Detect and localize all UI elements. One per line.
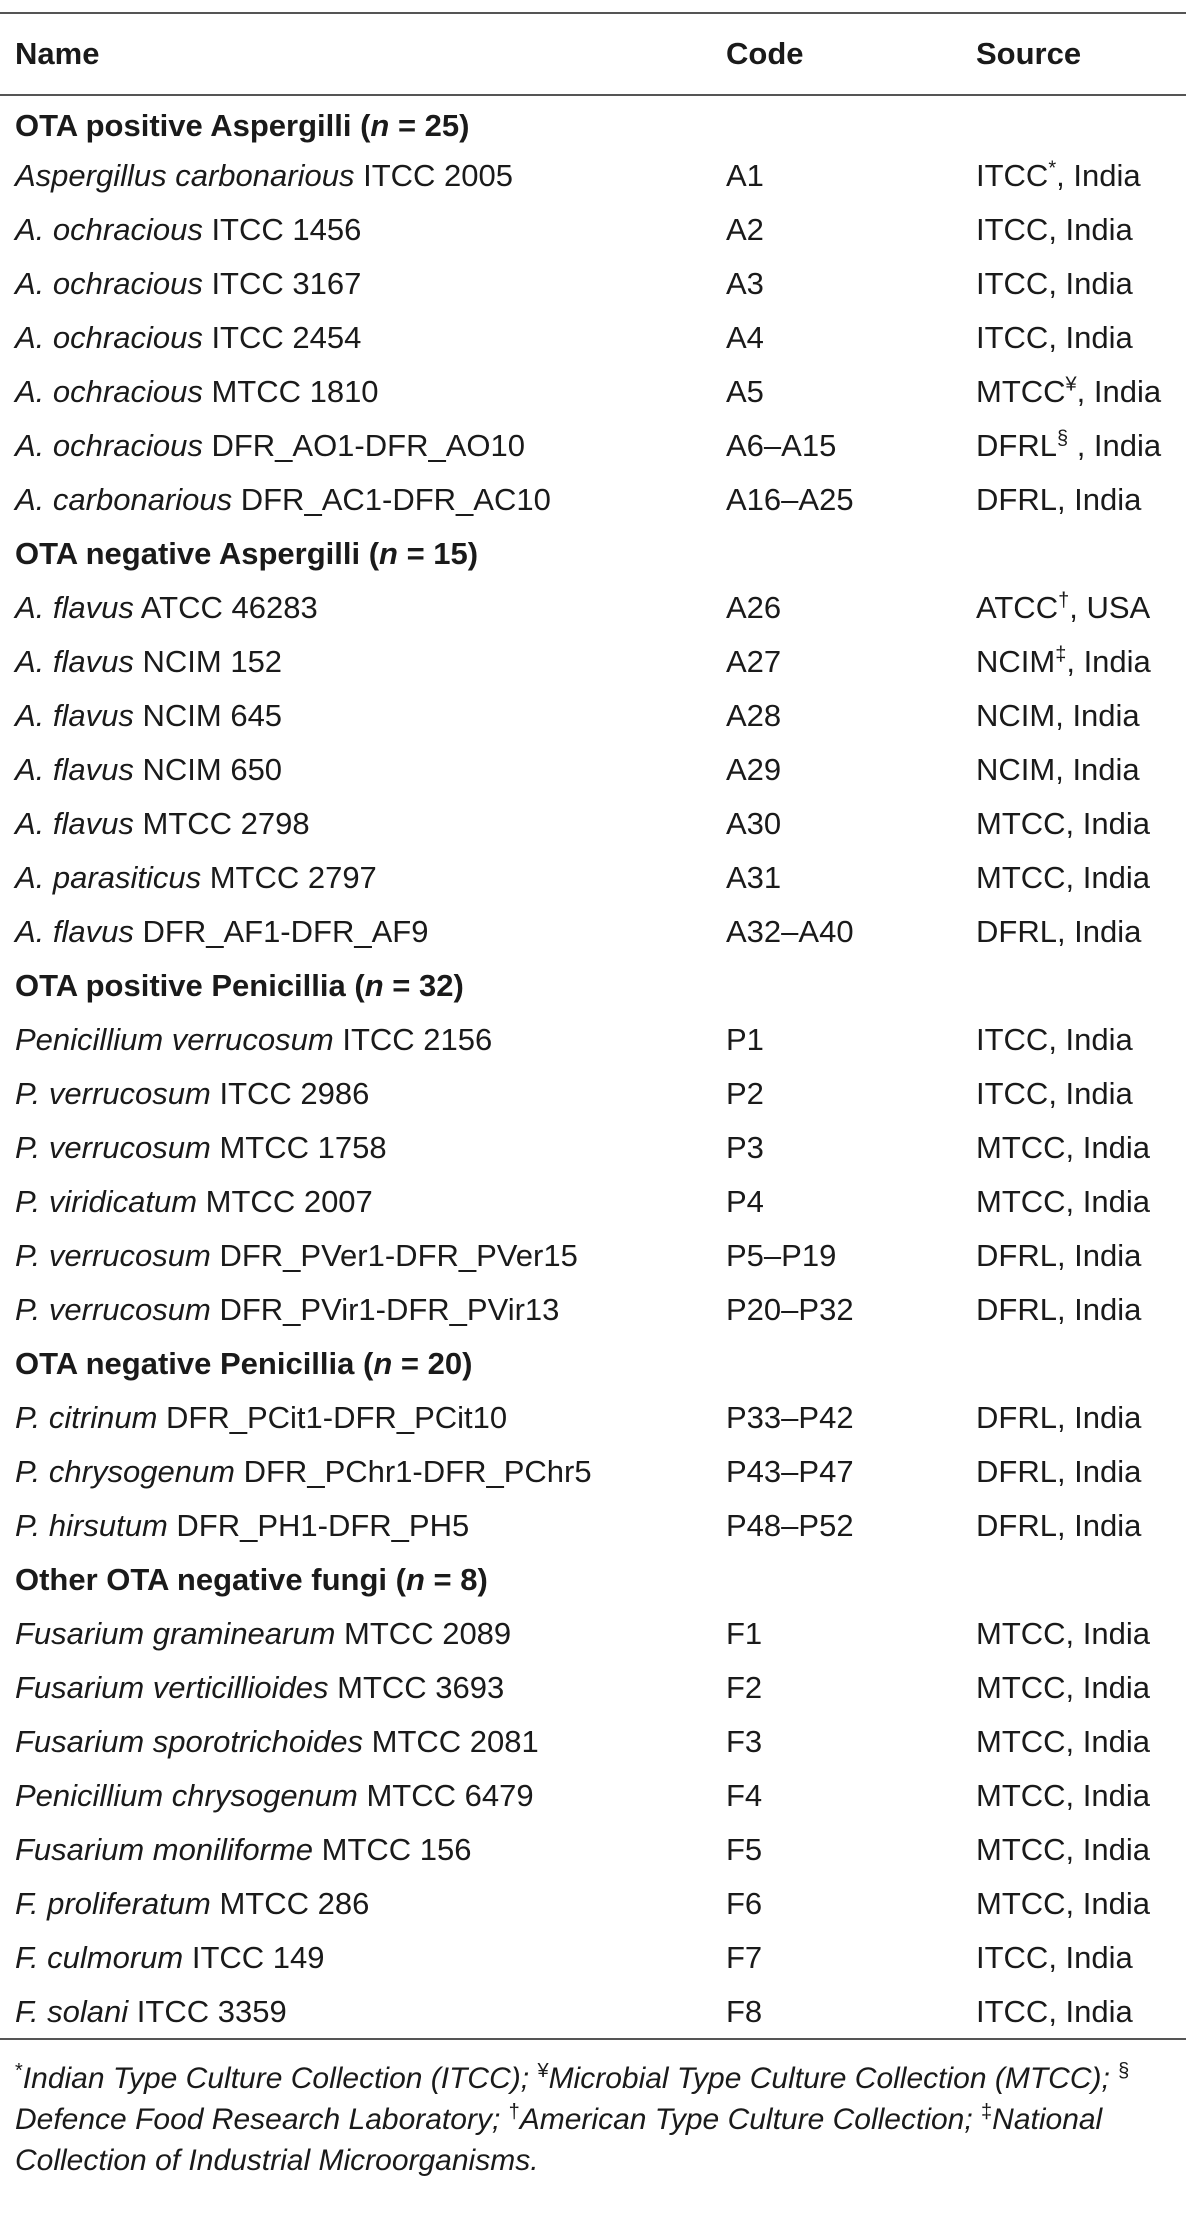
strain-id: DFR_AF1-DFR_AF9 bbox=[133, 914, 429, 949]
source-collection: MTCC bbox=[976, 806, 1066, 841]
species-name: P. chrysogenum bbox=[15, 1454, 235, 1489]
cell-name bbox=[0, 797, 711, 851]
strain-id: DFR_PVer1-DFR_PVer15 bbox=[210, 1238, 578, 1273]
table-row bbox=[0, 689, 1186, 743]
cell-source bbox=[961, 689, 1186, 743]
source-country: , India bbox=[1065, 1184, 1150, 1219]
source-country: , India bbox=[1056, 158, 1141, 193]
footnote-text: American Type Culture Collection; bbox=[519, 2103, 982, 2136]
cell-code: F8 bbox=[711, 1985, 961, 2039]
strain-id: MTCC 2007 bbox=[197, 1184, 373, 1219]
strain-id: MTCC 156 bbox=[313, 1832, 472, 1867]
cell-name bbox=[0, 1931, 711, 1985]
species-name: F. proliferatum bbox=[15, 1886, 211, 1921]
source-country: , India bbox=[1065, 1886, 1150, 1921]
source-collection: NCIM bbox=[976, 752, 1056, 787]
species-name: A. ochracious bbox=[15, 428, 203, 463]
section-title-n: n bbox=[405, 1562, 425, 1597]
cell-name bbox=[0, 473, 711, 527]
header-name: Name bbox=[0, 13, 711, 95]
cell-source bbox=[961, 257, 1186, 311]
section-title-count: = 32) bbox=[383, 968, 464, 1003]
table-row bbox=[0, 1715, 1186, 1769]
cell-name bbox=[0, 1121, 711, 1175]
source-country: , India bbox=[1066, 644, 1151, 679]
table-row bbox=[0, 743, 1186, 797]
strain-id: NCIM 152 bbox=[133, 644, 283, 679]
cell-code: F4 bbox=[726, 1778, 763, 1813]
cell-name bbox=[0, 905, 711, 959]
source-country: , India bbox=[1056, 1400, 1142, 1435]
cell-source bbox=[961, 1445, 1186, 1499]
species-name: P. hirsutum bbox=[15, 1508, 168, 1543]
cell-source bbox=[961, 365, 1186, 419]
source-collection: MTCC bbox=[976, 1886, 1066, 1921]
source-collection: DFRL bbox=[976, 1292, 1057, 1327]
strain-id: DFR_PVir1-DFR_PVir13 bbox=[210, 1292, 560, 1327]
source-country: , India bbox=[1065, 1724, 1150, 1759]
table-row bbox=[0, 419, 1186, 473]
cell-code: A30 bbox=[726, 806, 782, 841]
cell-source bbox=[961, 797, 1186, 851]
cell-code: A5 bbox=[726, 374, 764, 409]
strain-id: MTCC 2081 bbox=[363, 1724, 539, 1759]
section-title bbox=[0, 95, 1186, 149]
cell-code: F2 bbox=[726, 1670, 763, 1705]
cell-code: A29 bbox=[726, 752, 782, 787]
source-collection: DFRL bbox=[976, 482, 1057, 517]
section-row bbox=[0, 959, 1186, 1013]
source-collection: MTCC bbox=[976, 1184, 1066, 1219]
cell-code: F5 bbox=[726, 1832, 763, 1867]
cell-code: F7 bbox=[726, 1940, 763, 1975]
table-row bbox=[0, 1985, 1186, 2039]
source-collection: MTCC bbox=[976, 1778, 1066, 1813]
source-country: , India bbox=[1048, 320, 1133, 355]
strain-id: ITCC 2454 bbox=[202, 320, 362, 355]
species-name: P. verrucosum bbox=[15, 1292, 211, 1327]
cell-name bbox=[0, 1175, 711, 1229]
strain-id: ITCC 2005 bbox=[354, 158, 513, 193]
strain-id: ITCC 149 bbox=[183, 1940, 325, 1975]
source-collection: ITCC bbox=[976, 266, 1049, 301]
source-collection: MTCC bbox=[976, 1130, 1066, 1165]
section-title bbox=[0, 527, 1186, 581]
table-row bbox=[0, 1391, 1186, 1445]
table-row bbox=[0, 365, 1186, 419]
cell-name bbox=[0, 689, 711, 743]
table-row bbox=[0, 905, 1186, 959]
source-country: , India bbox=[1056, 1454, 1142, 1489]
species-name: Fusarium moniliforme bbox=[15, 1832, 314, 1867]
cell-name bbox=[0, 203, 711, 257]
cell-name bbox=[0, 365, 711, 419]
cell-source bbox=[961, 1391, 1186, 1445]
cell-code: A26 bbox=[726, 590, 782, 625]
source-country: , India bbox=[1065, 1616, 1150, 1651]
table-row bbox=[0, 1661, 1186, 1715]
source-collection: ITCC bbox=[976, 320, 1049, 355]
source-collection: MTCC bbox=[976, 1832, 1066, 1867]
species-name: A. flavus bbox=[15, 806, 134, 841]
source-collection: MTCC bbox=[976, 1724, 1066, 1759]
cell-name bbox=[0, 419, 711, 473]
strain-id: ITCC 3167 bbox=[202, 266, 362, 301]
source-country: , India bbox=[1048, 1022, 1133, 1057]
source-country: , India bbox=[1055, 698, 1140, 733]
section-title-text: OTA negative Aspergilli ( bbox=[15, 536, 380, 571]
cell-source bbox=[961, 419, 1186, 473]
cell-code: A3 bbox=[726, 266, 764, 301]
cell-code: F3 bbox=[726, 1724, 763, 1759]
cell-code: A1 bbox=[726, 158, 764, 193]
strain-id: ITCC 1456 bbox=[202, 212, 362, 247]
cell-source bbox=[961, 851, 1186, 905]
cell-source bbox=[961, 1661, 1186, 1715]
source-collection: ATCC bbox=[976, 590, 1059, 625]
table-row bbox=[0, 1877, 1186, 1931]
section-title-n: n bbox=[373, 1346, 393, 1381]
cell-code: A16–A25 bbox=[726, 482, 854, 517]
species-name: Penicillium chrysogenum bbox=[15, 1778, 358, 1813]
source-country: , India bbox=[1056, 1508, 1142, 1543]
source-country: , India bbox=[1048, 266, 1133, 301]
source-collection: NCIM bbox=[976, 698, 1056, 733]
table-row bbox=[0, 1067, 1186, 1121]
species-name: A. ochracious bbox=[15, 320, 203, 355]
source-country: , India bbox=[1065, 1778, 1150, 1813]
table-row bbox=[0, 473, 1186, 527]
section-row bbox=[0, 1553, 1186, 1607]
source-country: , USA bbox=[1069, 590, 1151, 625]
cell-source bbox=[961, 1013, 1186, 1067]
species-name: P. citrinum bbox=[15, 1400, 158, 1435]
strain-id: MTCC 6479 bbox=[357, 1778, 534, 1813]
cell-source bbox=[961, 1877, 1186, 1931]
table-row bbox=[0, 311, 1186, 365]
source-collection: DFRL bbox=[976, 428, 1057, 463]
species-name: P. verrucosum bbox=[15, 1238, 211, 1273]
cell-code: P48–P52 bbox=[726, 1508, 854, 1543]
cell-name bbox=[0, 743, 711, 797]
cell-code: A27 bbox=[726, 644, 782, 679]
cell-name bbox=[0, 1715, 711, 1769]
cell-source bbox=[961, 1985, 1186, 2039]
cell-name bbox=[0, 1391, 711, 1445]
cell-code: P1 bbox=[726, 1022, 764, 1057]
cell-code: F1 bbox=[726, 1616, 763, 1651]
table-row bbox=[0, 1499, 1186, 1553]
cell-name bbox=[0, 257, 711, 311]
source-country: , India bbox=[1048, 1993, 1133, 2029]
source-collection: DFRL bbox=[976, 1508, 1057, 1543]
footnote-marker: ¥ bbox=[537, 2060, 549, 2082]
cell-code: P2 bbox=[726, 1076, 764, 1111]
species-name: A. ochracious bbox=[15, 266, 203, 301]
cell-name bbox=[0, 1823, 711, 1877]
source-country: , India bbox=[1055, 752, 1140, 787]
cell-name bbox=[0, 1229, 711, 1283]
cell-source bbox=[961, 743, 1186, 797]
cell-code: F6 bbox=[726, 1886, 763, 1921]
section-title-text: Other OTA negative fungi ( bbox=[15, 1562, 406, 1597]
section-row bbox=[0, 1337, 1186, 1391]
cell-source bbox=[961, 581, 1186, 635]
cell-source bbox=[961, 1769, 1186, 1823]
source-country: , India bbox=[1065, 860, 1150, 895]
source-collection: ITCC bbox=[976, 1076, 1049, 1111]
cell-source bbox=[961, 149, 1186, 203]
cell-code: P5–P19 bbox=[726, 1238, 837, 1273]
cell-source bbox=[961, 1175, 1186, 1229]
table-row bbox=[0, 581, 1186, 635]
source-country: , India bbox=[1068, 428, 1162, 463]
strain-id: MTCC 2798 bbox=[133, 806, 310, 841]
footnote-marker: § bbox=[1056, 427, 1069, 450]
source-collection: MTCC bbox=[976, 374, 1066, 409]
cell-code: P20–P32 bbox=[726, 1292, 854, 1327]
header-code: Code bbox=[711, 13, 961, 95]
species-name: A. flavus bbox=[15, 590, 134, 625]
strain-id: DFR_AO1-DFR_AO10 bbox=[202, 428, 525, 463]
cell-code: P43–P47 bbox=[726, 1454, 854, 1489]
table-row bbox=[0, 257, 1186, 311]
table-row bbox=[0, 1013, 1186, 1067]
footnote-marker: ¥ bbox=[1065, 373, 1077, 396]
footnote-marker: ‡ bbox=[1055, 643, 1067, 666]
table-row bbox=[0, 635, 1186, 689]
source-country: , India bbox=[1056, 1292, 1142, 1327]
species-name: A. ochracious bbox=[15, 374, 203, 409]
header-source: Source bbox=[961, 13, 1186, 95]
cell-name bbox=[0, 149, 711, 203]
cell-code: A2 bbox=[726, 212, 764, 247]
source-collection: MTCC bbox=[976, 1670, 1066, 1705]
cell-source bbox=[961, 635, 1186, 689]
species-name: Penicillium verrucosum bbox=[15, 1022, 334, 1057]
cell-name bbox=[0, 1283, 711, 1337]
strain-id: ITCC 2156 bbox=[333, 1022, 493, 1057]
table-row bbox=[0, 1121, 1186, 1175]
source-country: , India bbox=[1065, 1670, 1150, 1705]
footnote-marker: * bbox=[1048, 157, 1057, 180]
strain-id: NCIM 645 bbox=[133, 698, 283, 733]
table-row bbox=[0, 203, 1186, 257]
strain-id: ITCC 3359 bbox=[128, 1993, 287, 2029]
table-row bbox=[0, 1607, 1186, 1661]
source-country: , India bbox=[1065, 806, 1150, 841]
species-name: Aspergillus carbonarious bbox=[15, 158, 355, 193]
section-title bbox=[0, 1553, 1186, 1607]
source-country: , India bbox=[1048, 1076, 1133, 1111]
section-title-n: n bbox=[379, 536, 398, 571]
cell-code: P33–P42 bbox=[726, 1400, 854, 1435]
cell-source bbox=[961, 1121, 1186, 1175]
section-row bbox=[0, 527, 1186, 581]
table-row bbox=[0, 851, 1186, 905]
source-country: , India bbox=[1056, 482, 1142, 517]
source-collection: NCIM bbox=[976, 644, 1056, 679]
footnote-marker: § bbox=[1118, 2060, 1130, 2082]
cell-source bbox=[961, 905, 1186, 959]
cell-source bbox=[961, 311, 1186, 365]
cell-name bbox=[0, 311, 711, 365]
source-collection: ITCC bbox=[976, 158, 1049, 193]
cell-name bbox=[0, 1013, 711, 1067]
species-name: A. flavus bbox=[15, 914, 134, 949]
section-title bbox=[0, 959, 1186, 1013]
section-title-count: = 25) bbox=[389, 107, 470, 143]
cell-name bbox=[0, 1067, 711, 1121]
source-collection: DFRL bbox=[976, 914, 1057, 949]
table-row bbox=[0, 1175, 1186, 1229]
source-country: , India bbox=[1065, 1832, 1150, 1867]
table-row bbox=[0, 797, 1186, 851]
species-name: Fusarium verticillioides bbox=[15, 1670, 329, 1705]
strain-id: DFR_PH1-DFR_PH5 bbox=[167, 1508, 470, 1543]
source-country: , India bbox=[1076, 374, 1162, 409]
table-row bbox=[0, 1931, 1186, 1985]
cell-source bbox=[961, 1823, 1186, 1877]
cell-source bbox=[961, 1283, 1186, 1337]
source-country: , India bbox=[1048, 1940, 1133, 1975]
strain-id: MTCC 1810 bbox=[202, 374, 379, 409]
cell-code: P3 bbox=[726, 1130, 764, 1165]
cell-code: A31 bbox=[726, 860, 782, 895]
cell-source bbox=[961, 203, 1186, 257]
cell-name bbox=[0, 1607, 711, 1661]
section-title-text: OTA positive Penicillia ( bbox=[15, 968, 365, 1003]
source-collection: DFRL bbox=[976, 1238, 1057, 1273]
strain-id: MTCC 3693 bbox=[328, 1670, 505, 1705]
species-name: F. culmorum bbox=[15, 1940, 184, 1975]
source-country: , India bbox=[1048, 212, 1133, 247]
cell-code: P4 bbox=[726, 1184, 764, 1219]
footnote-text: Defence Food Research Laboratory; bbox=[15, 2103, 509, 2136]
strain-id: DFR_AC1-DFR_AC10 bbox=[232, 482, 551, 517]
strain-id: MTCC 2797 bbox=[201, 860, 377, 895]
table-header-row bbox=[0, 13, 1186, 95]
section-title-text: OTA negative Penicillia ( bbox=[15, 1346, 374, 1381]
source-collection: ITCC bbox=[976, 212, 1049, 247]
cell-name bbox=[0, 635, 711, 689]
table-row bbox=[0, 1823, 1186, 1877]
cell-code: A6–A15 bbox=[726, 428, 837, 463]
species-name: P. viridicatum bbox=[15, 1184, 198, 1219]
species-name: A. ochracious bbox=[15, 212, 203, 247]
species-name: A. flavus bbox=[15, 644, 134, 679]
table-row bbox=[0, 1283, 1186, 1337]
cell-source bbox=[961, 1229, 1186, 1283]
strain-id: MTCC 2089 bbox=[335, 1616, 512, 1651]
source-collection: MTCC bbox=[976, 1616, 1066, 1651]
section-title-n: n bbox=[364, 968, 384, 1003]
section-title bbox=[0, 1337, 1186, 1391]
footnote-marker: ‡ bbox=[981, 2101, 993, 2123]
cell-name bbox=[0, 1661, 711, 1715]
species-name: A. flavus bbox=[15, 698, 134, 733]
table-row bbox=[0, 1445, 1186, 1499]
cell-name bbox=[0, 1877, 711, 1931]
cell-source bbox=[961, 1607, 1186, 1661]
cell-name bbox=[0, 581, 711, 635]
source-collection: DFRL bbox=[976, 1400, 1057, 1435]
species-name: F. solani bbox=[15, 1993, 129, 2029]
species-name: A. parasiticus bbox=[15, 860, 202, 895]
species-name: A. flavus bbox=[15, 752, 134, 787]
source-collection: DFRL bbox=[976, 1454, 1057, 1489]
strain-id: DFR_PCit1-DFR_PCit10 bbox=[157, 1400, 508, 1435]
footnote-marker: † bbox=[1058, 589, 1070, 612]
strain-id: NCIM 650 bbox=[133, 752, 283, 787]
cell-source bbox=[961, 1067, 1186, 1121]
species-name: A. carbonarious bbox=[15, 482, 233, 517]
strain-id: MTCC 286 bbox=[210, 1886, 370, 1921]
footnote-marker: † bbox=[508, 2101, 520, 2123]
section-title-count: = 20) bbox=[392, 1346, 473, 1381]
source-country: , India bbox=[1056, 914, 1142, 949]
cell-name bbox=[0, 1985, 711, 2039]
cell-name bbox=[0, 1769, 711, 1823]
table-row bbox=[0, 149, 1186, 203]
footnote-text: Indian Type Culture Collection (ITCC); bbox=[22, 2062, 538, 2095]
cell-name bbox=[0, 1445, 711, 1499]
source-collection: ITCC bbox=[976, 1022, 1049, 1057]
source-collection: MTCC bbox=[976, 860, 1066, 895]
section-title-count: = 8) bbox=[424, 1562, 488, 1597]
footnote-text: National Collection of Industrial Microorganisms. bbox=[15, 2103, 1103, 2177]
table-body bbox=[0, 95, 1186, 2039]
strain-id: DFR_PChr1-DFR_PChr5 bbox=[235, 1454, 592, 1489]
cell-name bbox=[0, 1499, 711, 1553]
source-country: , India bbox=[1056, 1238, 1142, 1273]
strain-id: ITCC 2986 bbox=[210, 1076, 370, 1111]
table-row bbox=[0, 1229, 1186, 1283]
cell-code: A28 bbox=[726, 698, 782, 733]
section-title-text: OTA positive Aspergilli ( bbox=[15, 107, 371, 143]
species-name: Fusarium sporotrichoides bbox=[15, 1724, 364, 1759]
species-name: P. verrucosum bbox=[15, 1130, 211, 1165]
cell-source bbox=[961, 1715, 1186, 1769]
cell-source bbox=[961, 1499, 1186, 1553]
strain-table bbox=[0, 12, 1186, 2040]
species-name: Fusarium graminearum bbox=[15, 1616, 336, 1651]
source-collection: ITCC bbox=[976, 1940, 1049, 1975]
section-title-n: n bbox=[370, 107, 390, 143]
strain-id: MTCC 1758 bbox=[210, 1130, 387, 1165]
cell-code: A4 bbox=[726, 320, 764, 355]
source-country: , India bbox=[1065, 1130, 1150, 1165]
species-name: P. verrucosum bbox=[15, 1076, 211, 1111]
table-footnote bbox=[15, 2058, 1187, 2181]
table-row bbox=[0, 1769, 1186, 1823]
cell-source bbox=[961, 1931, 1186, 1985]
cell-name bbox=[0, 851, 711, 905]
source-collection: ITCC bbox=[976, 1993, 1049, 2029]
section-title-count: = 15) bbox=[397, 536, 479, 571]
footnote-marker: * bbox=[15, 2060, 23, 2082]
strain-id: ATCC 46283 bbox=[133, 590, 318, 625]
cell-code: A32–A40 bbox=[726, 914, 854, 949]
section-row bbox=[0, 95, 1186, 149]
cell-source bbox=[961, 473, 1186, 527]
footnote-text: Microbial Type Culture Collection (MTCC); bbox=[548, 2062, 1119, 2095]
